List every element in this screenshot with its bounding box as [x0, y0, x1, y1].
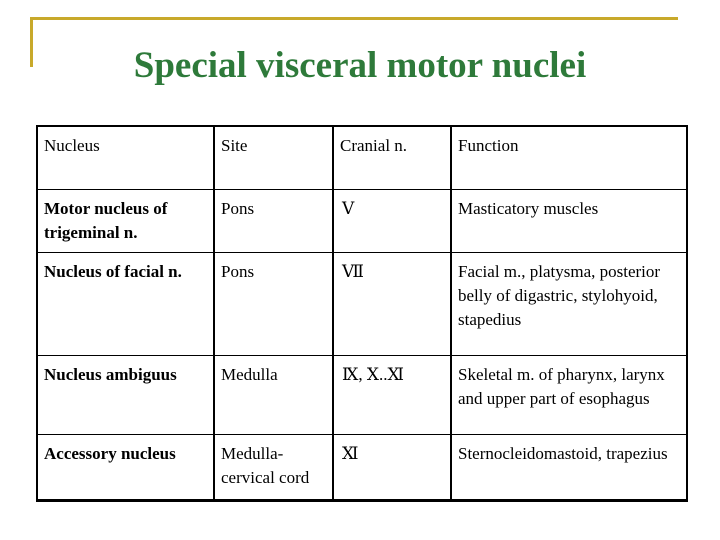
cell-cranial-nerve: Ⅶ	[333, 252, 451, 355]
cell-site: Medulla-cervical cord	[214, 434, 333, 500]
cell-nucleus: Nucleus of facial n.	[37, 252, 214, 355]
table-row	[37, 252, 687, 355]
header-function: Function	[451, 126, 687, 189]
cell-site: Pons	[214, 252, 333, 355]
table-row	[37, 355, 687, 434]
header-cranial-nerve: Cranial n.	[333, 126, 451, 189]
table-row	[37, 189, 687, 252]
cell-function: Facial m., platysma, posterior belly of digastric, stylohyoid, stapedius	[451, 252, 687, 355]
nuclei-table-container	[36, 125, 686, 499]
slide-title: Special visceral motor nuclei	[133, 45, 587, 86]
header-nucleus: Nucleus	[37, 126, 214, 189]
slide-frame-top-line	[30, 17, 678, 20]
cell-cranial-nerve: Ⅴ	[333, 189, 451, 252]
header-site: Site	[214, 126, 333, 189]
cell-function: Masticatory muscles	[451, 189, 687, 252]
table-header-row	[37, 126, 687, 189]
cell-nucleus: Nucleus ambiguus	[37, 355, 214, 434]
cell-function: Sternocleidomastoid, trapezius	[451, 434, 687, 500]
cell-cranial-nerve: Ⅸ, Ⅹ..Ⅺ	[333, 355, 451, 434]
nuclei-table	[36, 125, 688, 502]
cell-nucleus: Motor nucleus of trigeminal n.	[37, 189, 214, 252]
cell-site: Medulla	[214, 355, 333, 434]
cell-nucleus: Accessory nucleus	[37, 434, 214, 500]
cell-function: Skeletal m. of pharynx, larynx and upper part of esophagus	[451, 355, 687, 434]
table-row	[37, 434, 687, 500]
cell-site: Pons	[214, 189, 333, 252]
cell-cranial-nerve: Ⅺ	[333, 434, 451, 500]
